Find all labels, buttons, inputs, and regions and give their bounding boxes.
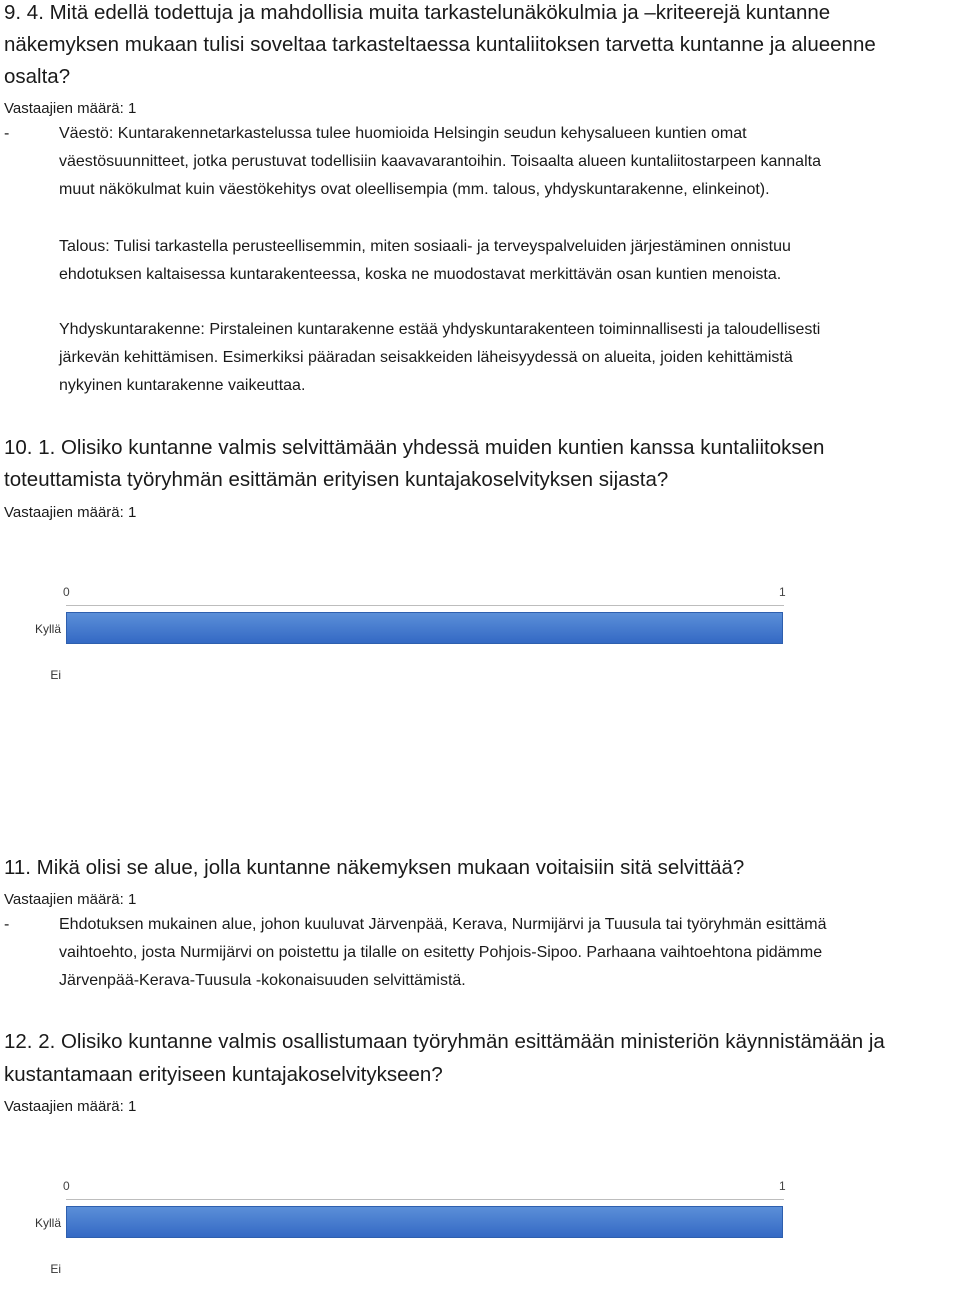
q9-para1-line-1: Väestö: Kuntarakennetarkastelussa tulee huomioida Helsingin seudun kehysalueen kuntien omat <box>59 125 747 142</box>
bar-kylla <box>66 612 783 644</box>
q9-heading-line-3: osalta? <box>4 65 71 88</box>
q9-para2-line-2: ehdotuksen kaltaisessa kuntarakenteessa, koska ne muodostavat merkittävän osan kuntien menoista. <box>59 266 782 283</box>
q10-heading-line-2: toteuttamista työryhmän esittämän erityisen kuntajakoselvityksen sijasta? <box>4 468 669 491</box>
q11-heading: 11. Mikä olisi se alue, jolla kuntanne näkemyksen mukaan voitaisiin sitä selvittää? <box>4 856 745 879</box>
q12-bar-chart <box>0 1174 960 1294</box>
x-axis-line <box>66 1199 784 1200</box>
x-tick-label-min: 0 <box>63 1179 70 1193</box>
x-tick-label-min: 0 <box>63 585 70 599</box>
q12-heading-line-1: 12. 2. Olisiko kuntanne valmis osallistumaan työryhmän esittämään ministeriön käynnistämään ja <box>4 1030 885 1053</box>
q11-answer-dash: - <box>4 916 10 933</box>
q10-bar-chart <box>0 580 960 700</box>
q9-para1-line-3: muut näkökulmat kuin väestökehitys ovat oleellisempia (mm. talous, yhdyskuntarakenne, elinkeinot). <box>59 181 770 198</box>
q9-para1-line-2: väestösuunnitteet, jotka perustuvat todellisiin kaavavarantoihin. Toisaalta alueen kuntaliitostarpeen kannalta <box>59 153 821 170</box>
q9-para3-line-3: nykyinen kuntarakenne vaikeuttaa. <box>59 377 306 394</box>
q9-para2-line-1: Talous: Tulisi tarkastella perusteellisemmin, miten sosiaali- ja terveyspalveluiden järjestäminen onnistuu <box>59 238 791 255</box>
x-axis-line <box>66 605 784 606</box>
q9-respondent-count: Vastaajien määrä: 1 <box>4 100 137 117</box>
q11-para-line-1: Ehdotuksen mukainen alue, johon kuuluvat Järvenpää, Kerava, Nurmijärvi ja Tuusula tai työryhmän esittämä <box>59 916 827 933</box>
category-label-ei: Ei <box>50 1262 61 1276</box>
x-tick-label-max: 1 <box>779 585 786 599</box>
category-label-ei: Ei <box>50 668 61 682</box>
q11-para-line-2: vaihtoehto, josta Nurmijärvi on poistettu ja tilalle on esitetty Pohjois-Sipoo. Parhaana vaihtoehtona pidämme <box>59 944 823 961</box>
q9-para3-line-1: Yhdyskuntarakenne: Pirstaleinen kuntarakenne estää yhdyskuntarakenteen toiminnallisesti ja taloudellisesti <box>59 321 821 338</box>
q9-heading-line-2: näkemyksen mukaan tulisi soveltaa tarkasteltaessa kuntaliitoksen tarvetta kuntanne ja alueenne <box>4 33 876 56</box>
category-label-kylla: Kyllä <box>34 1216 61 1230</box>
q11-para-line-3: Järvenpää-Kerava-Tuusula -kokonaisuuden selvittämistä. <box>59 972 466 989</box>
q12-respondent-count: Vastaajien määrä: 1 <box>4 1098 137 1115</box>
q10-respondent-count: Vastaajien määrä: 1 <box>4 504 137 521</box>
q11-respondent-count: Vastaajien määrä: 1 <box>4 891 137 908</box>
x-tick-label-max: 1 <box>779 1179 786 1193</box>
bar-kylla <box>66 1206 783 1238</box>
q9-para3-line-2: järkevän kehittämisen. Esimerkiksi pääradan seisakkeiden läheisyydessä on alueita, joiden kehittämistä <box>59 349 793 366</box>
q10-heading-line-1: 10. 1. Olisiko kuntanne valmis selvittämään yhdessä muiden kuntien kanssa kuntaliitoksen <box>4 436 825 459</box>
q9-answer-dash: - <box>4 125 10 142</box>
category-label-kylla: Kyllä <box>34 622 61 636</box>
q9-heading-line-1: 9. 4. Mitä edellä todettuja ja mahdollisia muita tarkastelunäkökulmia ja –kriteerejä kuntanne <box>4 1 831 24</box>
q12-heading-line-2: kustantamaan erityiseen kuntajakoselvitykseen? <box>4 1063 443 1086</box>
